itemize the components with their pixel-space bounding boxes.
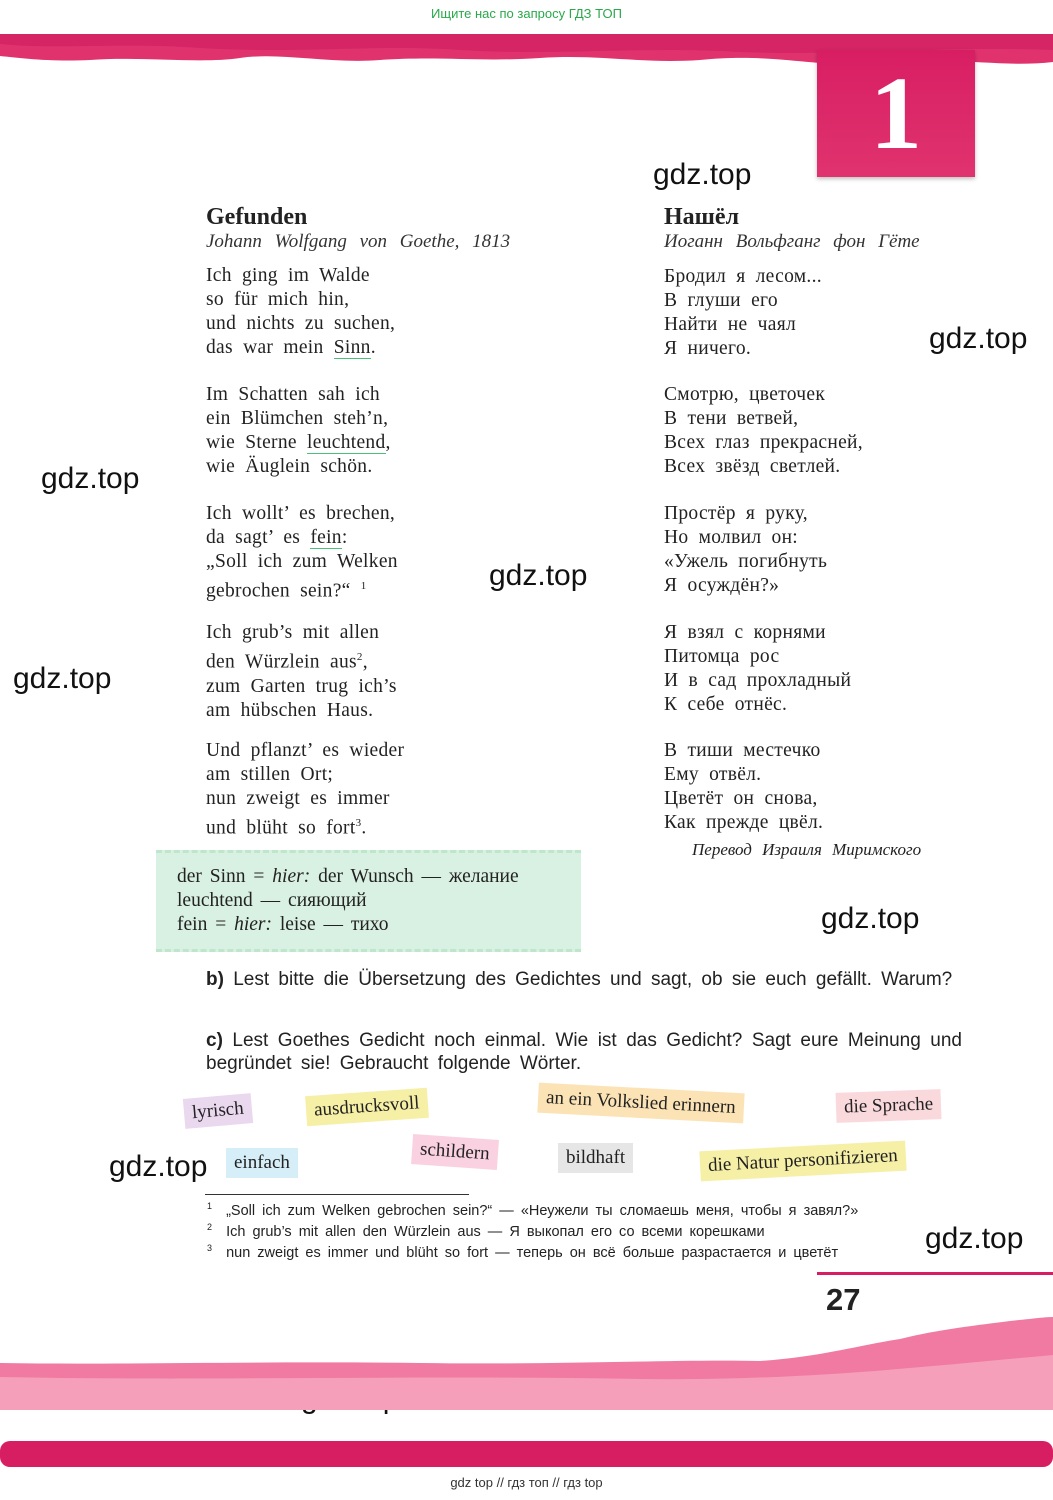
vocab-entry: leuchtend — сияющий <box>177 890 367 911</box>
chapter-number: 1 <box>817 50 975 177</box>
word-tag: an ein Volkslied erinnern <box>537 1083 744 1124</box>
poem-line: Цветёт он снова, <box>664 788 818 809</box>
word-tag: bildhaft <box>558 1143 633 1173</box>
german-stanza-4 <box>206 621 397 723</box>
footnote: $^2$ Ich grub’s mit allen den Würzlein aus — Я выкопал его со всеми корешками <box>207 1222 765 1240</box>
vocab-word-fein: fein <box>310 527 342 548</box>
poem-line: К себе отнёс. <box>664 694 788 715</box>
watermark: gdz.top <box>41 462 140 495</box>
vocab-word-leuchtend: leuchtend <box>307 432 386 453</box>
poem-line: Ich ging im Walde <box>206 265 370 286</box>
watermark: gdz.top <box>925 1222 1024 1255</box>
poem-line: Как прежде цвёл. <box>664 812 824 833</box>
poem-line: Простёр я руку, <box>664 503 808 524</box>
watermark: gdz.top <box>653 158 752 191</box>
bottom-decorative-band <box>0 1315 1053 1470</box>
poem-line: und blüht so fort$^3$. <box>206 817 367 839</box>
poem-line: И в сад прохладный <box>664 670 852 691</box>
poem-line: Я ничего. <box>664 338 752 359</box>
russian-stanza-5 <box>664 739 823 835</box>
russian-poem-author: Иоганн Вольфганг фон Гёте <box>664 231 920 252</box>
watermark: gdz.top <box>489 559 588 592</box>
poem-line: am hübschen Haus. <box>206 699 374 721</box>
poem-line: so für mich hin, <box>206 289 350 310</box>
page-number-rule <box>817 1272 1053 1275</box>
russian-stanza-1 <box>664 265 822 361</box>
word-tag: einfach <box>226 1148 298 1178</box>
watermark: gdz.top <box>821 902 920 935</box>
poem-line: Найти не чаял <box>664 314 797 335</box>
poem-line: Всех глаз прекрасней, <box>664 432 863 453</box>
russian-stanza-2 <box>664 383 863 479</box>
poem-line: gebrochen sein?“ $^1$ <box>206 580 367 602</box>
header-note: Ищите нас по запросу ГДЗ ТОП <box>431 6 622 21</box>
vocab-entry: der Sinn = hier: der Wunsch — желание <box>177 866 519 887</box>
german-stanza-2 <box>206 383 391 479</box>
footnote: $^1$ „Soll ich zum Welken gebrochen sein?“ — «Неужели ты сломаешь меня, чтобы я завял?» <box>207 1201 859 1219</box>
poem-line: Питомца рос <box>664 646 780 667</box>
footnote: $^3$ nun zweigt es immer und blüht so fort — теперь он всё больше разрастается и цветёт <box>207 1243 839 1261</box>
footer-note: gdz top // гдз топ // гдз top <box>450 1475 603 1490</box>
task-label: c) <box>206 1030 223 1051</box>
poem-line: Und pflanzt’ es wieder <box>206 740 405 761</box>
poem-line: В тиши местечко <box>664 740 821 761</box>
vocabulary-box <box>156 850 581 952</box>
poem-line: Я взял с корнями <box>664 622 826 643</box>
german-stanza-1 <box>206 264 395 360</box>
footnote-mark: 1 <box>360 580 367 592</box>
poem-line: Бродил я лесом... <box>664 266 822 287</box>
footnote-mark: 3 <box>355 817 362 829</box>
word-tag: die Sprache <box>836 1089 942 1123</box>
page-number: 27 <box>826 1282 861 1317</box>
german-poem-title: Gefunden <box>206 204 308 230</box>
poem-line: Всех звёзд светлей. <box>664 456 841 477</box>
german-stanza-5 <box>206 739 404 841</box>
poem-line: nun zweigt es immer <box>206 788 390 809</box>
poem-line: Ich grub’s mit allen <box>206 622 380 643</box>
task-c: c) Lest Goethes Gedicht noch einmal. Wie ist das Gedicht? Sagt eure Meinung und begründet sie! Gebraucht folgende Wörter. <box>206 1030 962 1074</box>
vocab-word-sinn: Sinn <box>333 337 371 358</box>
footnote-mark: 2 <box>356 651 363 663</box>
vocab-entry: fein = hier: leise — тихо <box>177 914 389 935</box>
poem-line: den Würzlein aus$^2$, <box>206 651 368 673</box>
poem-line: das war mein Sinn. <box>206 337 376 358</box>
poem-line: zum Garten trug ich’s <box>206 675 397 697</box>
german-poem-author: Johann Wolfgang von Goethe, 1813 <box>206 231 511 252</box>
word-tag: ausdrucksvoll <box>305 1088 428 1126</box>
word-tag: lyrisch <box>183 1093 253 1129</box>
word-tag: schildern <box>411 1134 499 1170</box>
poem-line: wie Äuglein schön. <box>206 456 373 477</box>
watermark: gdz.top <box>929 322 1028 355</box>
poem-line: В глуши его <box>664 290 778 311</box>
footnote-divider <box>205 1194 469 1195</box>
task-b: b) Lest bitte die Übersetzung des Gedichtes und sagt, ob sie euch gefällt. Warum? <box>206 969 953 990</box>
poem-line: «Ужель погибнуть <box>664 551 828 572</box>
watermark: gdz.top <box>13 662 112 695</box>
poem-line: „Soll ich zum Welken <box>206 551 398 572</box>
poem-line: da sagt’ es fein: <box>206 527 348 548</box>
russian-stanza-3 <box>664 502 827 598</box>
translator-credit: Перевод Израиля Миримского <box>692 840 922 859</box>
poem-line: Ему отвёл. <box>664 764 762 785</box>
poem-line: Я осуждён?» <box>664 575 780 596</box>
poem-line: Смотрю, цветочек <box>664 384 826 405</box>
poem-line: Im Schatten sah ich <box>206 384 380 405</box>
word-tag: die Natur personifizieren <box>699 1141 906 1182</box>
poem-line: В тени ветвей, <box>664 408 799 429</box>
poem-line: und nichts zu suchen, <box>206 313 396 334</box>
poem-line: am stillen Ort; <box>206 764 334 785</box>
russian-poem-title: Нашёл <box>664 204 740 230</box>
poem-line: Ich wollt’ es brechen, <box>206 503 396 524</box>
russian-stanza-4 <box>664 621 851 717</box>
poem-line: Но молвил он: <box>664 527 799 548</box>
poem-line: wie Sterne leuchtend, <box>206 432 391 453</box>
task-label: b) <box>206 969 224 990</box>
german-stanza-3 <box>206 502 398 604</box>
poem-line: ein Blümchen steh’n, <box>206 408 389 429</box>
watermark: gdz.top <box>109 1150 208 1183</box>
